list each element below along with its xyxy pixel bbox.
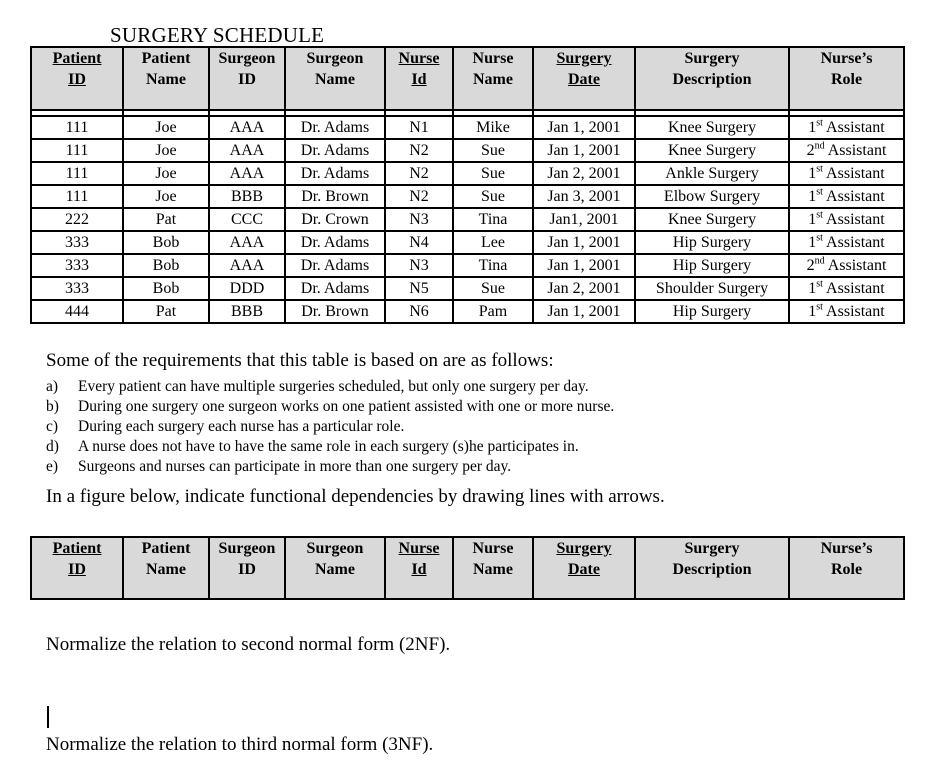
schedule-header-cell	[123, 47, 209, 110]
schedule-header-cell	[533, 47, 635, 110]
cell-nurse-role	[789, 300, 904, 323]
table-row	[31, 185, 904, 208]
requirement-label: c)	[46, 418, 59, 435]
schedule-header-line1: Surgery	[556, 50, 612, 67]
cell-nurse-id: N1	[385, 116, 453, 139]
table-row	[31, 231, 904, 254]
cell-nurse-role	[789, 231, 904, 254]
table-title: SURGERY SCHEDULE	[110, 23, 325, 47]
role-sup: st	[816, 117, 823, 129]
cell-description: Knee Surgery	[635, 116, 789, 139]
cell-surgeon-id: AAA	[209, 162, 285, 185]
role-text: Assistant	[822, 303, 885, 320]
cell-date: Jan1, 2001	[533, 208, 635, 231]
fd-figure-header-cell	[453, 537, 533, 599]
schedule-header-cell	[285, 47, 385, 110]
cell-patient-id: 111	[31, 139, 123, 162]
requirement-label: b)	[46, 398, 59, 415]
cell-nurse-name: Sue	[453, 277, 533, 300]
cell-surgeon-name: Dr. Adams	[285, 277, 385, 300]
normalize-2nf-prompt: Normalize the relation to second normal form (2NF).	[46, 634, 451, 655]
cell-nurse-role	[789, 185, 904, 208]
role-num: 1	[808, 234, 817, 251]
fd-figure-header-line2: Name	[315, 561, 355, 578]
fd-figure-header-row	[31, 537, 904, 599]
cell-patient-name: Pat	[123, 208, 209, 231]
role-sup: st	[816, 163, 823, 175]
schedule-header-line1: Surgeon	[218, 50, 276, 67]
cell-patient-id: 333	[31, 277, 123, 300]
schedule-header-line2: Description	[672, 71, 752, 88]
fd-figure-header-line2: Description	[672, 561, 752, 578]
role-num: 1	[808, 303, 817, 320]
requirement-text: Every patient can have multiple surgeries scheduled, but only one surgery per day.	[78, 378, 589, 395]
requirement-text: Surgeons and nurses can participate in more than one surgery per day.	[78, 458, 512, 475]
schedule-header-line2: Name	[315, 71, 355, 88]
cell-date: Jan 1, 2001	[533, 254, 635, 277]
cell-surgeon-name: Dr. Adams	[285, 162, 385, 185]
table-row	[31, 277, 904, 300]
cell-surgeon-name: Dr. Brown	[285, 300, 385, 323]
cell-surgeon-id: CCC	[209, 208, 285, 231]
role-text: Assistant	[822, 188, 885, 205]
role-num: 1	[808, 211, 817, 228]
cell-patient-name: Bob	[123, 254, 209, 277]
requirement-label: e)	[46, 458, 59, 475]
fd-figure-header-line1: Nurse	[472, 540, 514, 557]
fd-figure-header-line1: Surgeon	[306, 540, 364, 557]
cell-surgeon-id: AAA	[209, 116, 285, 139]
role-text: Assistant	[824, 257, 887, 274]
cell-surgeon-name: Dr. Adams	[285, 116, 385, 139]
cell-patient-id: 333	[31, 231, 123, 254]
cell-description: Ankle Surgery	[635, 162, 789, 185]
fd-figure-header-cell	[31, 537, 123, 599]
role-num: 1	[808, 188, 817, 205]
schedule-header-cell	[31, 47, 123, 110]
requirements-intro: Some of the requirements that this table is based on are as follows:	[46, 350, 554, 371]
role-num: 1	[808, 280, 817, 297]
role-num: 1	[808, 165, 817, 182]
cell-patient-id: 444	[31, 300, 123, 323]
cell-surgeon-id: BBB	[209, 185, 285, 208]
schedule-header-line2: Role	[830, 71, 863, 88]
role-text: Assistant	[822, 280, 885, 297]
cell-surgeon-name: Dr. Crown	[285, 208, 385, 231]
cell-nurse-role	[789, 162, 904, 185]
requirement-item	[46, 438, 614, 458]
fd-figure-header-cell	[789, 537, 904, 599]
requirement-item	[46, 378, 614, 398]
fd-figure-header-line1: Nurse	[398, 540, 440, 557]
cell-nurse-role	[789, 116, 904, 139]
role-text: Assistant	[822, 119, 885, 136]
fd-figure-header-cell	[635, 537, 789, 599]
cell-nurse-name: Sue	[453, 139, 533, 162]
cell-nurse-role	[789, 208, 904, 231]
role-sup: nd	[814, 140, 825, 152]
cell-surgeon-name: Dr. Adams	[285, 139, 385, 162]
fd-figure-header-line1: Surgeon	[218, 540, 276, 557]
table-row	[31, 254, 904, 277]
fd-figure-header-cell	[533, 537, 635, 599]
requirements-list	[46, 378, 614, 478]
cell-surgeon-id: AAA	[209, 231, 285, 254]
requirement-item	[46, 398, 614, 418]
fd-figure-header-line2: ID	[68, 561, 86, 578]
schedule-header-line2: Name	[473, 71, 513, 88]
cell-patient-name: Joe	[123, 162, 209, 185]
role-sup: st	[816, 232, 823, 244]
schedule-header-cell	[209, 47, 285, 110]
role-num: 1	[808, 119, 817, 136]
cell-patient-name: Joe	[123, 116, 209, 139]
cell-surgeon-id: DDD	[209, 277, 285, 300]
cell-nurse-name: Sue	[453, 185, 533, 208]
cell-nurse-name: Mike	[453, 116, 533, 139]
fd-figure-header-line1: Nurse’s	[820, 540, 873, 557]
fd-figure-header-line2: Name	[473, 561, 513, 578]
schedule-header-cell	[789, 47, 904, 110]
normalize-3nf-prompt: Normalize the relation to third normal form (3NF).	[46, 734, 434, 755]
cell-date: Jan 1, 2001	[533, 116, 635, 139]
cell-patient-name: Joe	[123, 185, 209, 208]
role-text: Assistant	[822, 234, 885, 251]
fd-figure-table	[30, 536, 905, 600]
schedule-header-cell	[453, 47, 533, 110]
cell-patient-name: Bob	[123, 277, 209, 300]
fd-figure-header-line1: Patient	[141, 540, 191, 557]
cell-patient-id: 111	[31, 116, 123, 139]
cell-surgeon-name: Dr. Brown	[285, 185, 385, 208]
fd-figure-header-line2: Role	[830, 561, 863, 578]
schedule-header-line1: Patient	[52, 50, 102, 67]
cell-surgeon-name: Dr. Adams	[285, 254, 385, 277]
cell-patient-name: Pat	[123, 300, 209, 323]
requirement-label: a)	[46, 378, 59, 395]
cell-patient-name: Joe	[123, 139, 209, 162]
cell-nurse-name: Lee	[453, 231, 533, 254]
schedule-header-line2: Id	[411, 71, 427, 88]
fd-figure-header-line2: Name	[146, 561, 186, 578]
schedule-header-line1: Patient	[141, 50, 191, 67]
fd-figure-header-line2: Id	[411, 561, 427, 578]
cell-patient-id: 333	[31, 254, 123, 277]
cell-date: Jan 3, 2001	[533, 185, 635, 208]
requirement-text: During one surgery one surgeon works on one patient assisted with one or more nurse.	[78, 398, 615, 415]
requirement-text: During each surgery each nurse has a particular role.	[78, 418, 405, 435]
requirement-item	[46, 418, 614, 438]
fd-figure-header-line2: Date	[568, 561, 600, 578]
cell-description: Hip Surgery	[635, 254, 789, 277]
fd-figure-header-cell	[385, 537, 453, 599]
fd-figure-header-cell	[209, 537, 285, 599]
cell-nurse-id: N3	[385, 254, 453, 277]
schedule-header-cell	[635, 47, 789, 110]
cell-nurse-role	[789, 139, 904, 162]
cell-date: Jan 2, 2001	[533, 162, 635, 185]
fd-figure-header-line1: Surgery	[684, 540, 740, 557]
cell-nurse-id: N3	[385, 208, 453, 231]
cell-description: Elbow Surgery	[635, 185, 789, 208]
cell-patient-id: 111	[31, 162, 123, 185]
role-sup: st	[816, 278, 823, 290]
cell-nurse-id: N2	[385, 162, 453, 185]
cell-description: Knee Surgery	[635, 208, 789, 231]
cell-surgeon-id: AAA	[209, 254, 285, 277]
cell-date: Jan 1, 2001	[533, 300, 635, 323]
fd-instruction: In a figure below, indicate functional dependencies by drawing lines with arrows.	[46, 486, 665, 507]
requirement-label: d)	[46, 438, 59, 455]
schedule-header-line2: Name	[146, 71, 186, 88]
schedule-header-cell	[385, 47, 453, 110]
schedule-header-line1: Surgeon	[306, 50, 364, 67]
cell-surgeon-name: Dr. Adams	[285, 231, 385, 254]
cell-nurse-name: Pam	[453, 300, 533, 323]
cell-nurse-id: N6	[385, 300, 453, 323]
schedule-header-line1: Nurse	[398, 50, 440, 67]
cell-nurse-name: Tina	[453, 208, 533, 231]
cell-patient-id: 222	[31, 208, 123, 231]
schedule-header-line2: ID	[68, 71, 86, 88]
role-sup: st	[816, 209, 823, 221]
role-sup: st	[816, 186, 823, 198]
role-num: 2	[806, 257, 815, 274]
fd-figure-header-cell	[285, 537, 385, 599]
cell-description: Shoulder Surgery	[635, 277, 789, 300]
cell-nurse-id: N2	[385, 139, 453, 162]
cell-date: Jan 1, 2001	[533, 231, 635, 254]
cell-surgeon-id: BBB	[209, 300, 285, 323]
cell-nurse-id: N2	[385, 185, 453, 208]
schedule-header-line1: Nurse’s	[820, 50, 873, 67]
schedule-header-line2: ID	[238, 71, 256, 88]
cell-description: Knee Surgery	[635, 139, 789, 162]
role-sup: nd	[814, 255, 825, 267]
cell-date: Jan 1, 2001	[533, 139, 635, 162]
cell-surgeon-id: AAA	[209, 139, 285, 162]
role-text: Assistant	[824, 142, 887, 159]
cell-nurse-name: Tina	[453, 254, 533, 277]
fd-figure-header-line1: Patient	[52, 540, 102, 557]
role-text: Assistant	[822, 165, 885, 182]
table-row	[31, 116, 904, 139]
fd-figure-header-cell	[123, 537, 209, 599]
requirement-text: A nurse does not have to have the same role in each surgery (s)he participates in.	[78, 438, 579, 455]
role-num: 2	[806, 142, 815, 159]
cell-nurse-id: N5	[385, 277, 453, 300]
text-cursor[interactable]	[47, 706, 49, 728]
cell-date: Jan 2, 2001	[533, 277, 635, 300]
schedule-header-line1: Nurse	[472, 50, 514, 67]
cell-nurse-role	[789, 254, 904, 277]
cell-nurse-role	[789, 277, 904, 300]
cell-description: Hip Surgery	[635, 300, 789, 323]
fd-figure-header-line2: ID	[238, 561, 256, 578]
cell-nurse-id: N4	[385, 231, 453, 254]
surgery-schedule-table	[30, 46, 905, 324]
fd-figure-header-line1: Surgery	[556, 540, 612, 557]
schedule-header-line1: Surgery	[684, 50, 740, 67]
table-row	[31, 300, 904, 323]
cell-patient-name: Bob	[123, 231, 209, 254]
cell-nurse-name: Sue	[453, 162, 533, 185]
table-header-row	[31, 47, 904, 110]
table-row	[31, 139, 904, 162]
table-row	[31, 208, 904, 231]
cell-description: Hip Surgery	[635, 231, 789, 254]
role-sup: st	[816, 301, 823, 313]
table-row	[31, 162, 904, 185]
cell-patient-id: 111	[31, 185, 123, 208]
schedule-header-line2: Date	[568, 71, 600, 88]
requirement-item	[46, 458, 614, 478]
role-text: Assistant	[822, 211, 885, 228]
